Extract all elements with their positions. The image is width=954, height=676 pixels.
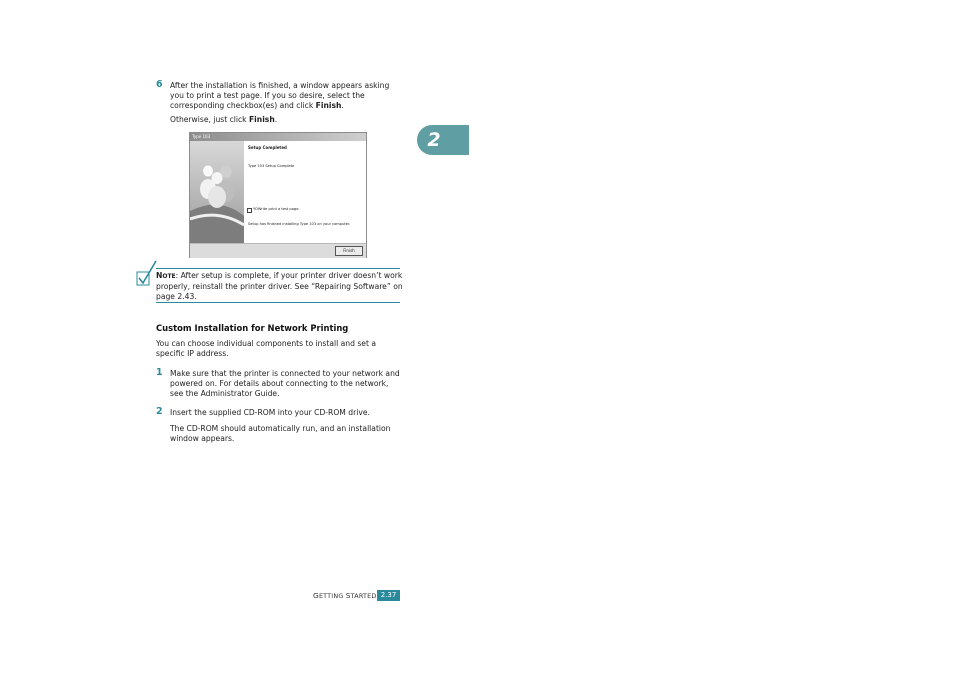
people-illustration [190, 141, 244, 243]
note-label: OTE [162, 273, 176, 280]
dialog-status: Type 103 Setup Complete [248, 164, 295, 168]
text-line: The CD-ROM should automatically run, and an installation [170, 424, 391, 433]
step-number: 6 [156, 79, 163, 90]
text-line: page 2.43. [156, 292, 197, 301]
dialog-titlebar [190, 133, 366, 141]
section-heading: Custom Installation for Network Printing [156, 323, 349, 333]
step-text [170, 81, 389, 111]
text-line [156, 271, 403, 282]
note-text [156, 271, 403, 302]
text-span: . [274, 115, 278, 124]
text-line: you to print a test page. If you so desire, select the [170, 91, 365, 100]
text-span: corresponding checkbox(es) and click [170, 101, 316, 110]
footer-smallcaps: ETTING [318, 592, 344, 600]
checkbox-label: YOWrite print a test page. [253, 207, 300, 211]
note-rule-top [156, 268, 400, 269]
step-text [170, 369, 400, 399]
text-line: Make sure that the printer is connected to your network and [170, 369, 400, 378]
dialog-heading: Setup Completed [248, 145, 287, 150]
text-line: see the Administrator Guide. [170, 389, 280, 398]
text-line: properly, reinstall the printer driver. See “Repairing Software” on [156, 282, 403, 291]
note-checkmark-icon [136, 259, 158, 289]
dialog-title: Type 103 [192, 134, 211, 139]
text-line: After the installation is finished, a window appears asking [170, 81, 390, 90]
print-test-page-checkbox[interactable] [247, 208, 252, 213]
step-followup [170, 424, 391, 444]
dialog-footer [190, 243, 366, 258]
text-line [170, 101, 389, 111]
note-rule-bottom [156, 302, 400, 303]
bold-term: Finish [315, 101, 342, 110]
step-text: Insert the supplied CD-ROM into your CD-ROM drive. [170, 408, 370, 417]
step-followup [170, 115, 277, 125]
page-number: 2.37 [377, 590, 400, 601]
setup-dialog-screenshot [189, 132, 367, 258]
chapter-number: 2 [427, 129, 441, 151]
text-line: specific IP address. [156, 349, 229, 358]
note-label: N [156, 271, 163, 280]
step-number: 2 [156, 406, 163, 417]
dialog-message: Setup has finished installing Type 103 on your computer. [248, 222, 351, 226]
people-icon [190, 141, 244, 243]
footer-smallcaps: TARTED [350, 592, 377, 600]
finish-button[interactable]: Finish [335, 246, 363, 256]
section-intro [156, 339, 376, 359]
text-line: window appears. [170, 434, 235, 443]
footer-initial: S [345, 591, 351, 600]
text-line: You can choose individual components to install and set a [156, 339, 377, 348]
text-span: . [341, 101, 344, 110]
text-span: : After setup is complete, if your printer driver doesn’t work [175, 271, 403, 280]
bold-term: Finish [249, 115, 275, 124]
text-line: powered on. For details about connecting to the network, [170, 379, 389, 388]
text-span: Otherwise, just click [170, 115, 249, 124]
footer-section-label [313, 591, 376, 601]
step-number: 1 [156, 367, 163, 378]
footer-initial: G [313, 591, 319, 600]
